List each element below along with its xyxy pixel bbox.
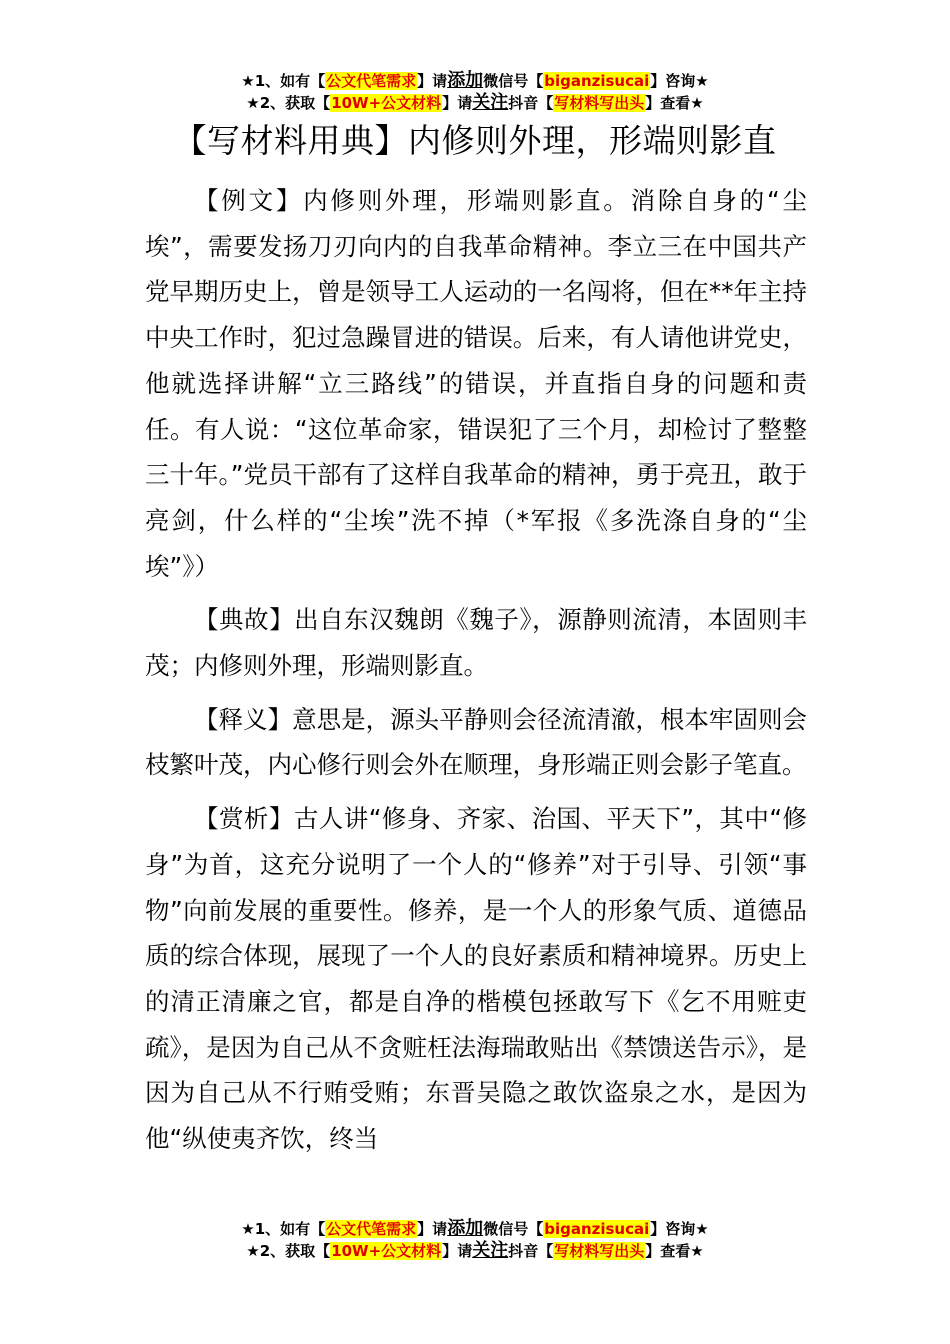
banner-line-2 bbox=[0, 1240, 950, 1262]
footer-banner bbox=[0, 1218, 950, 1262]
banner-line-1 bbox=[0, 1218, 950, 1240]
materials-highlight: 10W+公文材料 bbox=[331, 1242, 442, 1260]
star-icon: ★ bbox=[241, 72, 255, 90]
banner-text: 抖音【 bbox=[508, 94, 554, 112]
banner-text: 】请 bbox=[442, 94, 473, 112]
wechat-id-highlight: biganzisucai bbox=[544, 72, 650, 90]
banner-text: 】查看★ bbox=[645, 1242, 704, 1260]
banner-text: 】咨询★ bbox=[650, 72, 709, 90]
banner-text: 微信号【 bbox=[483, 72, 544, 90]
banner-text: 微信号【 bbox=[483, 1220, 544, 1238]
banner-text: 2、获取【 bbox=[259, 1242, 331, 1260]
banner-text: 1、如有【 bbox=[254, 72, 326, 90]
paragraph-example: 【例文】内修则外理，形端则影直。消除自身的“尘埃”，需要发扬刀刃向内的自我革命精神。李立三在中国共产党早期历史上，曾是领导工人运动的一名闯将，但在**年主持中央工作时，犯过急躁冒进的错误。后来，有人请他讲党史，他就选择讲解“立三路线”的错误，并直指自身的问题和责任。有人说：“这位革命家，错误犯了三个月，却检讨了整整三十年。”党员干部有了这样自我革命的精神，勇于亮丑，敢于亮剑，什么样的“尘埃”洗不掉（*军报《多洗涤自身的“尘埃”》） bbox=[145, 186, 807, 581]
add-emphasis: 添加 bbox=[447, 1218, 484, 1239]
follow-emphasis: 关注 bbox=[472, 1240, 509, 1261]
banner-text: 抖音【 bbox=[508, 1242, 554, 1260]
star-icon: ★ bbox=[246, 1242, 260, 1260]
add-emphasis: 添加 bbox=[447, 70, 484, 91]
banner-text: 】请 bbox=[417, 72, 448, 90]
banner-text: 2、获取【 bbox=[259, 94, 331, 112]
banner-text: 】咨询★ bbox=[650, 1220, 709, 1238]
service-highlight: 公文代笔需求 bbox=[326, 72, 417, 90]
materials-highlight: 10W+公文材料 bbox=[331, 94, 442, 112]
paragraph-analysis: 【赏析】古人讲“修身、齐家、治国、平天下”，其中“修身”为首，这充分说明了一个人的“修养”对于引导、引领“事物”向前发展的重要性。修养，是一个人的形象气质、道德品质的综合体现，展现了一个人的良好素质和精神境界。历史上的清正清廉之官，都是自净的楷模包拯敢写下《乞不用赃吏疏》，是因为自己从不贪赃枉法海瑞敢贴出《禁馈送告示》，是因为自己从不行贿受贿；东晋吴隐之敢饮盗泉之水，是因为他“纵使夷齐饮，终当 bbox=[145, 804, 807, 1154]
star-icon: ★ bbox=[246, 94, 260, 112]
banner-text: 】请 bbox=[417, 1220, 448, 1238]
paragraph-meaning: 【释义】意思是，源头平静则会径流清澈，根本牢固则会枝繁叶茂，内心修行则会外在顺理，身形端正则会影子笔直。 bbox=[145, 704, 807, 780]
douyin-id-highlight: 写材料写出头 bbox=[554, 94, 645, 112]
service-highlight: 公文代笔需求 bbox=[326, 1220, 417, 1238]
document-body bbox=[145, 178, 807, 1170]
banner-line-2 bbox=[0, 92, 950, 114]
wechat-id-highlight: biganzisucai bbox=[544, 1220, 650, 1238]
banner-line-1 bbox=[0, 70, 950, 92]
banner-text: 】请 bbox=[442, 1242, 473, 1260]
banner-text: 1、如有【 bbox=[254, 1220, 326, 1238]
star-icon: ★ bbox=[241, 1220, 255, 1238]
paragraph-allusion: 【典故】出自东汉魏朗《魏子》，源静则流清，本固则丰茂；内修则外理，形端则影直。 bbox=[145, 605, 807, 681]
document-title: 【写材料用典】内修则外理，形端则影直 bbox=[173, 121, 777, 160]
follow-emphasis: 关注 bbox=[472, 92, 509, 113]
header-banner bbox=[0, 70, 950, 114]
douyin-id-highlight: 写材料写出头 bbox=[554, 1242, 645, 1260]
banner-text: 】查看★ bbox=[645, 94, 704, 112]
